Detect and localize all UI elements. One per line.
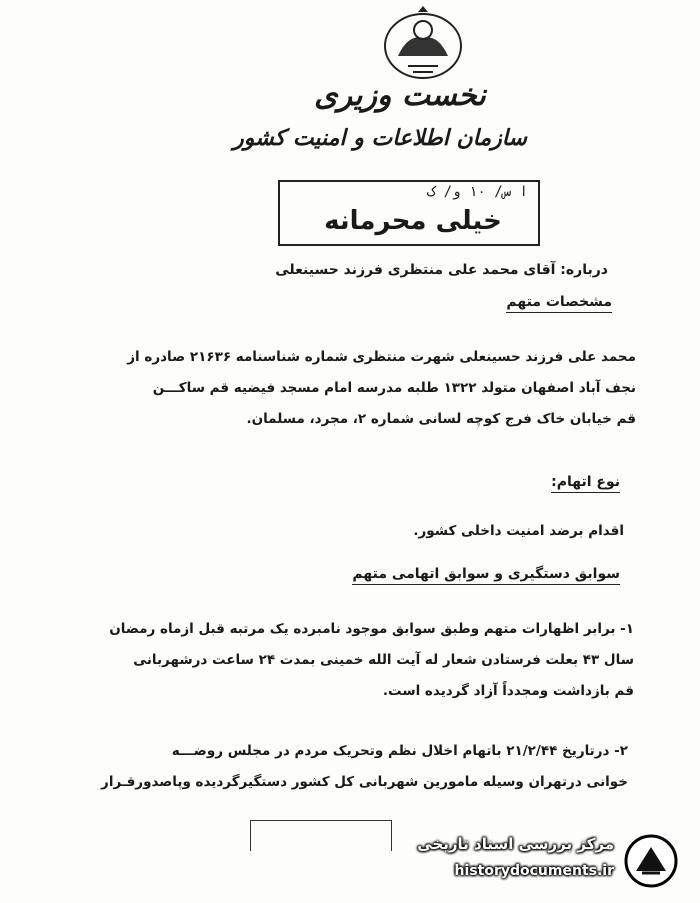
record-heading [352,566,620,582]
record-item-1 [54,614,634,707]
page-footer-mark [250,820,392,851]
document-subject: درباره: آقای محمد علی منتظری فرزند حسینعلی [275,262,608,278]
archive-logo-icon [622,833,680,889]
record-line: ۲- درتاریخ ۲۱/۲/۴۴ باتهام اخلال نظم وتحریک مردم در مجلس روضـــه [171,743,628,759]
identity-heading-text: مشخصات متهم [506,294,612,313]
charge-heading [551,474,620,490]
charge-heading-text: نوع اتهام: [551,474,620,493]
classification-stamp [278,180,540,246]
identity-line: نجف آباد اصفهان متولد ۱۳۲۲ طلبه مدرسه امام مسجد فیضیه قم ساکـــن [152,380,636,396]
record-line: سال ۴۳ بعلت فرستادن شعار له آیت الله خمینی بمدت ۲۴ ساعت درشهربانی [133,652,634,668]
identity-paragraph [46,342,636,435]
record-item-2 [48,736,628,798]
stamp-text: خیلی محرمانه [324,206,502,236]
record-heading-text: سوابق دستگیری و سوابق اتهامی متهم [352,566,620,585]
identity-line: محمد علی فرزند حسینعلی شهرت منتظری شماره شناسنامه ۲۱۶۳۶ صادره از [127,349,636,365]
archive-watermark [382,829,682,893]
identity-line: قم خیابان خاک فرج کوچه لسانی شماره ۲، مجرد، مسلمان. [246,411,636,427]
ministry-title: نخست وزیری [314,78,486,113]
record-line: قم بازداشت ومجدداً آزاد گردیده است. [382,683,634,699]
organization-title: سازمان اطلاعات و امنیت کشور [233,126,527,151]
stamp-code: ا س/ ۱۰ و/ ک [426,184,528,200]
record-line: ۱- برابر اظهارات متهم وطبق سوابق موجود نامبرده یک مرتبه قبل ازماه رمضان [109,621,634,637]
watermark-url: historydocuments.ir [454,863,614,879]
record-line: خوانی درتهران وسیله مامورین شهربانی کل کشور دستگیرگردیده وپاصدورقـرار [101,774,628,790]
watermark-title: مرکز بررسی اسناد تاریخی [417,835,614,853]
identity-heading [506,294,612,310]
lion-and-sun-emblem-icon [378,6,468,84]
charge-text: اقدام برضد امنیت داخلی کشور. [413,523,624,539]
